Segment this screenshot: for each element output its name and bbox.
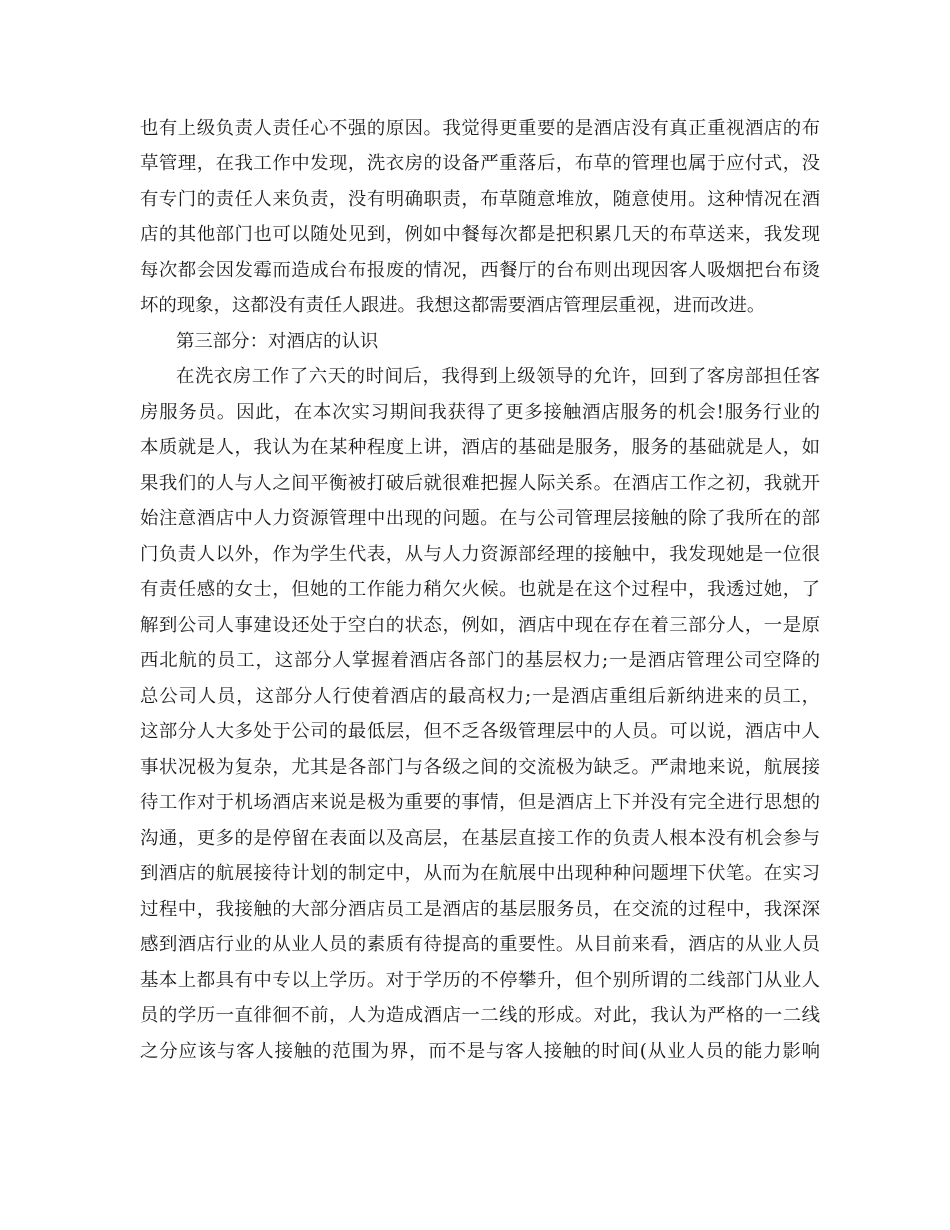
text-line: 总公司人员，这部分人行使着酒店的最高权力;一是酒店重组后新纳进来的员工， <box>140 686 820 707</box>
text-line: 本质就是人，我认为在某种程度上讲，酒店的基础是服务，服务的基础就是人，如 <box>140 437 820 458</box>
text-line: 店的其他部门也可以随处见到，例如中餐每次都是把积累几天的布草送来，我发现 <box>140 224 820 245</box>
text-line: 坏的现象，这都没有责任人跟进。我想这都需要酒店管理层重视，进而改进。 <box>140 295 766 316</box>
paragraph-first-line: 在洗衣房工作了六天的时间后，我得到上级领导的允许，回到了客房部担任客 <box>176 366 820 387</box>
text-line: 每次都会因发霉而造成台布报废的情况，西餐厅的台布则出现因客人吸烟把台布烫 <box>140 260 820 281</box>
text-line: 到酒店的航展接待计划的制定中，从而为在航展中出现种种问题埋下伏笔。在实习 <box>140 863 820 884</box>
section-heading: 第三部分：对酒店的认识 <box>176 331 379 352</box>
text-line: 草管理，在我工作中发现，洗衣房的设备严重落后，布草的管理也属于应付式，没 <box>140 153 820 174</box>
text-line: 西北航的员工，这部分人掌握着酒店各部门的基层权力;一是酒店管理公司空降的 <box>140 650 820 671</box>
text-line: 这部分人大多处于公司的最低层，但不乏各级管理层中的人员。可以说，酒店中人 <box>140 721 820 742</box>
text-line: 始注意酒店中人力资源管理中出现的问题。在与公司管理层接触的除了我所在的部 <box>140 508 820 529</box>
text-line: 解到公司人事建设还处于空白的状态，例如，酒店中现在存在着三部分人，一是原 <box>140 615 820 636</box>
text-line: 房服务员。因此，在本次实习期间我获得了更多接触酒店服务的机会!服务行业的 <box>140 402 820 423</box>
text-line: 沟通，更多的是停留在表面以及高层，在基层直接工作的负责人根本没有机会参与 <box>140 828 820 849</box>
text-line: 也有上级负责人责任心不强的原因。我觉得更重要的是酒店没有真正重视酒店的布 <box>140 118 820 139</box>
text-line: 之分应该与客人接触的范围为界，而不是与客人接触的时间(从业人员的能力影响 <box>140 1041 820 1062</box>
text-line: 感到酒店行业的从业人员的素质有待提高的重要性。从目前来看，酒店的从业人员 <box>140 934 820 955</box>
text-line: 过程中，我接触的大部分酒店员工是酒店的基层服务员，在交流的过程中，我深深 <box>140 899 820 920</box>
text-line: 门负责人以外，作为学生代表，从与人力资源部经理的接触中，我发现她是一位很 <box>140 544 820 565</box>
text-line: 待工作对于机场酒店来说是极为重要的事情，但是酒店上下并没有完全进行思想的 <box>140 792 820 813</box>
text-line: 基本上都具有中专以上学历。对于学历的不停攀升，但个别所谓的二线部门从业人 <box>140 970 820 991</box>
text-line: 有专门的责任人来负责，没有明确职责，布草随意堆放，随意使用。这种情况在酒 <box>140 189 820 210</box>
text-line: 果我们的人与人之间平衡被打破后就很难把握人际关系。在酒店工作之初，我就开 <box>140 473 820 494</box>
text-line: 事状况极为复杂，尤其是各部门与各级之间的交流极为缺乏。严肃地来说，航展接 <box>140 757 820 778</box>
text-line: 员的学历一直徘徊不前，人为造成酒店一二线的形成。对此，我认为严格的一二线 <box>140 1005 820 1026</box>
text-line: 有责任感的女士，但她的工作能力稍欠火候。也就是在这个过程中，我透过她，了 <box>140 579 820 600</box>
